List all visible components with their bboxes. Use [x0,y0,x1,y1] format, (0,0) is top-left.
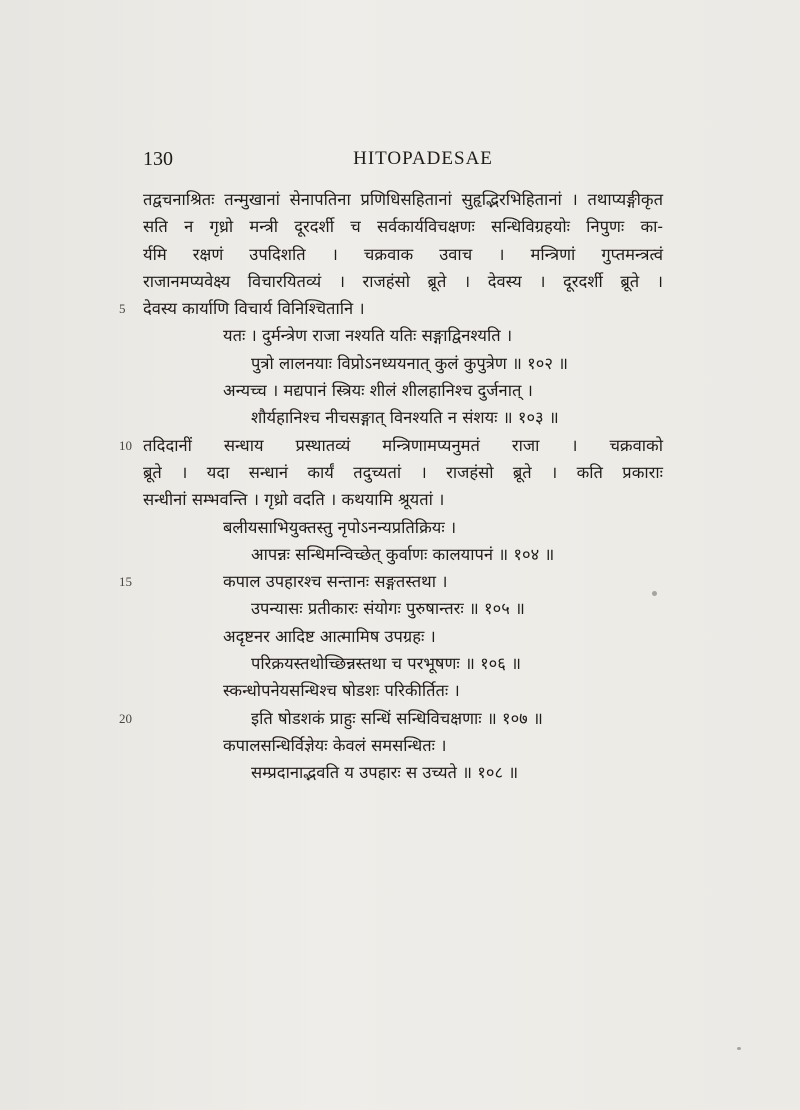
verse-line [143,377,663,404]
text-line [119,432,663,459]
text-line [143,459,663,486]
verse-line [119,705,663,732]
verse-line [143,650,663,677]
line-number: 15 [119,574,132,590]
line-text: तदिदानीं सन्धाय प्रस्थातव्यं मन्त्रिणामप्यनुमतं राजा । चक्रवाको [143,435,663,455]
line-text: ब्रूते । यदा सन्धानं कार्यं तदुच्यतां । राजहंसो ब्रूते । कति प्रकाराः [143,462,663,482]
verse-line [143,350,663,377]
verse-line [143,322,663,349]
line-text: आपन्नः सन्धिमन्विच्छेत् कुर्वाणः कालयापनं ॥ १०४ ॥ [251,544,555,564]
line-text: बलीयसाभियुक्तस्तु नृपोऽनन्यप्रतिक्रियः । [223,517,457,537]
text-line [143,186,663,213]
verse-line [143,514,663,541]
line-text: सन्धीनां सम्भवन्ति । गृध्रो वदति । कथयामि श्रूयतां । [143,490,445,510]
line-number: 5 [119,301,126,317]
verse-line [119,568,663,595]
line-number: 10 [119,437,132,453]
line-text: र्यमि रक्षणं उपदिशति । चक्रवाक उवाच । मन्त्रिणां गुप्तमन्त्रत्वं [143,244,663,264]
line-text: शौर्यहानिश्च नीचसङ्गात् विनश्यति न संशयः ॥ १०३ ॥ [251,408,559,428]
line-text: परिक्रयस्तथोच्छिन्नस्तथा च परभूषणः ॥ १०६ ॥ [251,654,521,674]
line-text: तद्वचनाश्रितः तन्मुखानां सेनापतिना प्रणिधिसहितानां सुहृद्भिरभिहितानां । तथाप्यङ्गीकृत [143,190,663,209]
line-text: कपाल उपहारश्च सन्तानः सङ्गतस्तथा । [223,572,448,592]
verse-line [143,623,663,650]
text-line [143,241,663,268]
ink-speck [737,1047,741,1050]
line-text: यतः । दुर्मन्त्रेण राजा नश्यति यतिः सङ्गाद्विनश्यति । [223,326,513,346]
line-text: स्कन्धोपनेयसन्धिश्च षोडशः परिकीर्तितः । [223,681,460,701]
ink-speck [652,591,657,596]
verse-line [143,404,663,431]
line-text: अदृष्टनर आदिष्ट आत्मामिष उपग्रहः । [223,626,436,646]
verse-line [143,595,663,622]
page-header [143,148,703,172]
line-text: उपन्यासः प्रतीकारः संयोगः पुरुषान्तरः ॥ १०५ ॥ [251,599,525,619]
running-title: HITOPADESAE [353,148,493,169]
line-text: राजानमप्यवेक्ष्य विचारयितव्यं । राजहंसो ब्रूते । देवस्य । दूरदर्शी ब्रूते । [143,271,663,291]
verse-line [143,541,663,568]
line-text: पुत्रो लालनयाः विप्रोऽनध्ययनात् कुलं कुपुत्रेण ॥ १०२ ॥ [251,353,569,373]
verse-line [143,732,663,759]
verse-line [143,677,663,704]
text-line [119,295,663,322]
sanskrit-text-block [119,186,663,787]
line-text: सम्प्रदानाद्भवति य उपहारः स उच्यते ॥ १०८ ॥ [251,763,519,783]
page-number: 130 [143,148,173,170]
line-text: कपालसन्धिर्विज्ञेयः केवलं समसन्धितः । [223,735,447,755]
line-text: देवस्य कार्याणि विचार्य विनिश्चितानि । [143,299,365,319]
text-line [143,268,663,295]
text-line [143,213,663,240]
line-number: 20 [119,710,132,726]
line-text: अन्यच्च । मद्यपानं स्त्रियः शीलं शीलहानिश्च दुर्जनात् । [223,381,533,401]
line-text: सति न गृध्रो मन्त्री दूरदर्शी च सर्वकार्यविचक्षणः सन्धिविग्रहयोः निपुणः का- [143,217,663,237]
text-line [143,486,663,513]
verse-line [143,759,663,786]
line-text: इति षोडशकं प्राहुः सन्धिं सन्धिविचक्षणाः ॥ १०७ ॥ [251,708,543,728]
